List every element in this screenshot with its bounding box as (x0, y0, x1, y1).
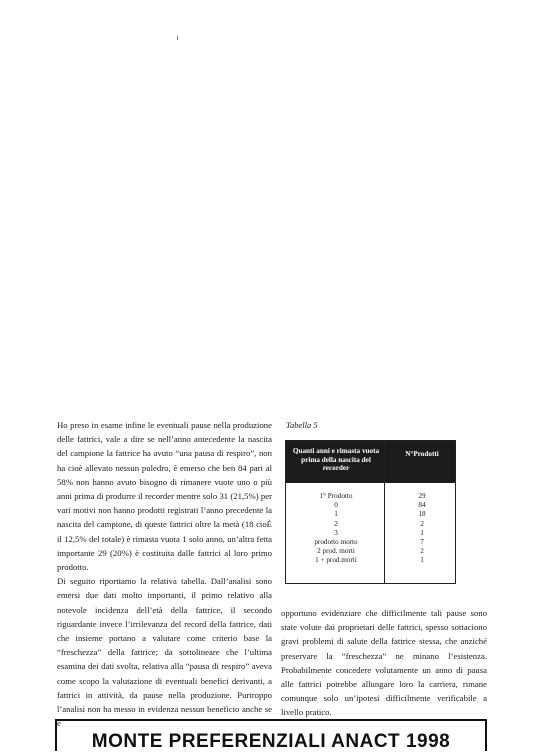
table-cell-count: 18 (418, 510, 426, 519)
table-cell-category: 3 (334, 528, 338, 537)
table-cell-category: 1 + prod.morti (315, 556, 357, 565)
table-cell-category: prodotto morto (314, 538, 358, 547)
table-caption: Tabella 5 (286, 420, 318, 430)
body-paragraph: opportuno evidenziare che difficilmente tali pause sono state volute dai proprietari delle fattrici, spesso sottaciono gravi problemi di salute della fattrice stessa, che anziché preservare la “freschezza” ne minano l’esistenza. Probabilmente concedere volutamente un anno di pausa alle fattrici potrebbe allungare loro la carriera, rimane comunque solo un’ipotesi difficilmente verificabile a livello pratico. (281, 608, 487, 718)
table-header-products: N°Prodotti (405, 450, 439, 458)
table-cell-category: 1° Prodotto (319, 492, 353, 500)
table-cell-count: 84 (418, 501, 426, 510)
banner-title: MONTE PREFERENZIALI ANACT 1998 (91, 731, 451, 752)
table-cell-count: 1 (420, 528, 424, 537)
left-text-column (57, 418, 272, 730)
table-cell-category: 2 (334, 519, 338, 528)
table-column-categories (290, 492, 382, 566)
table-cell-count: 7 (420, 538, 424, 547)
scan-mark (177, 36, 178, 40)
table-cell-count: 29 (418, 492, 426, 500)
body-paragraph: Di seguito riportiamo la relativa tabella. Dall’analisi sono emersi due dati molto importanti, il primo relativo alla notevole incidenza dell’età della fattrice, il secondo riguardante invece l’irrilevanza del record della fattrice, dati che insieme portano a valutare come criterio base la “freschezza” della fattrice; da sottolineare che l’ultima esamina dei dati svolta, relativa alla “pausa di respiro” aveva come scopo la valutazione di eventuali benefici derivanti, a fattrici in attività, da pause nella produzione. Purtroppo l’analisi non ha messo in evidenza nessun beneficio anche se è (57, 576, 272, 729)
table-cell-category: 0 (334, 501, 338, 510)
table-cell-count: 1 (420, 556, 424, 565)
footer-banner (55, 719, 487, 751)
table-header-years-empty: Quanti anni e rimasta vuota prima della nascita del recorder (292, 447, 380, 472)
body-paragraph: Ho preso in esame infine le eventuali pause nella produzione delle fattrici, vale a dire se nell’anno antecedente la nascita del campione la fattrice ha avuto “una pausa di respiro”, non ha cioè allevato nessun puledro, è emerso che ben 84 pari al 58% non hanno avuto bisogno di rimanere vuote uno o più anni prima di produrre il recorder mentre solo 31 (21,5%) per vari motivi non hanno prodotti registrati l’anno precedente la nascita del campione, di queste fattrici oltre la metà (18 cioÈ il 12,5% del totale) è rimasta vuota 1 solo anno, un’altra fetta importante 29 (20%) è costituita dalle fattrici al loro primo prodotto. (57, 420, 272, 573)
table-cell-category: 1 (334, 510, 338, 519)
data-table (285, 440, 456, 584)
table-column-counts (391, 492, 453, 566)
table-column-divider (384, 441, 385, 583)
table-cell-count: 2 (420, 547, 424, 556)
table-header (286, 441, 455, 483)
right-text-column (281, 606, 487, 720)
table-cell-category: 2 prod. morti (317, 547, 355, 556)
table-cell-count: 2 (420, 519, 424, 528)
